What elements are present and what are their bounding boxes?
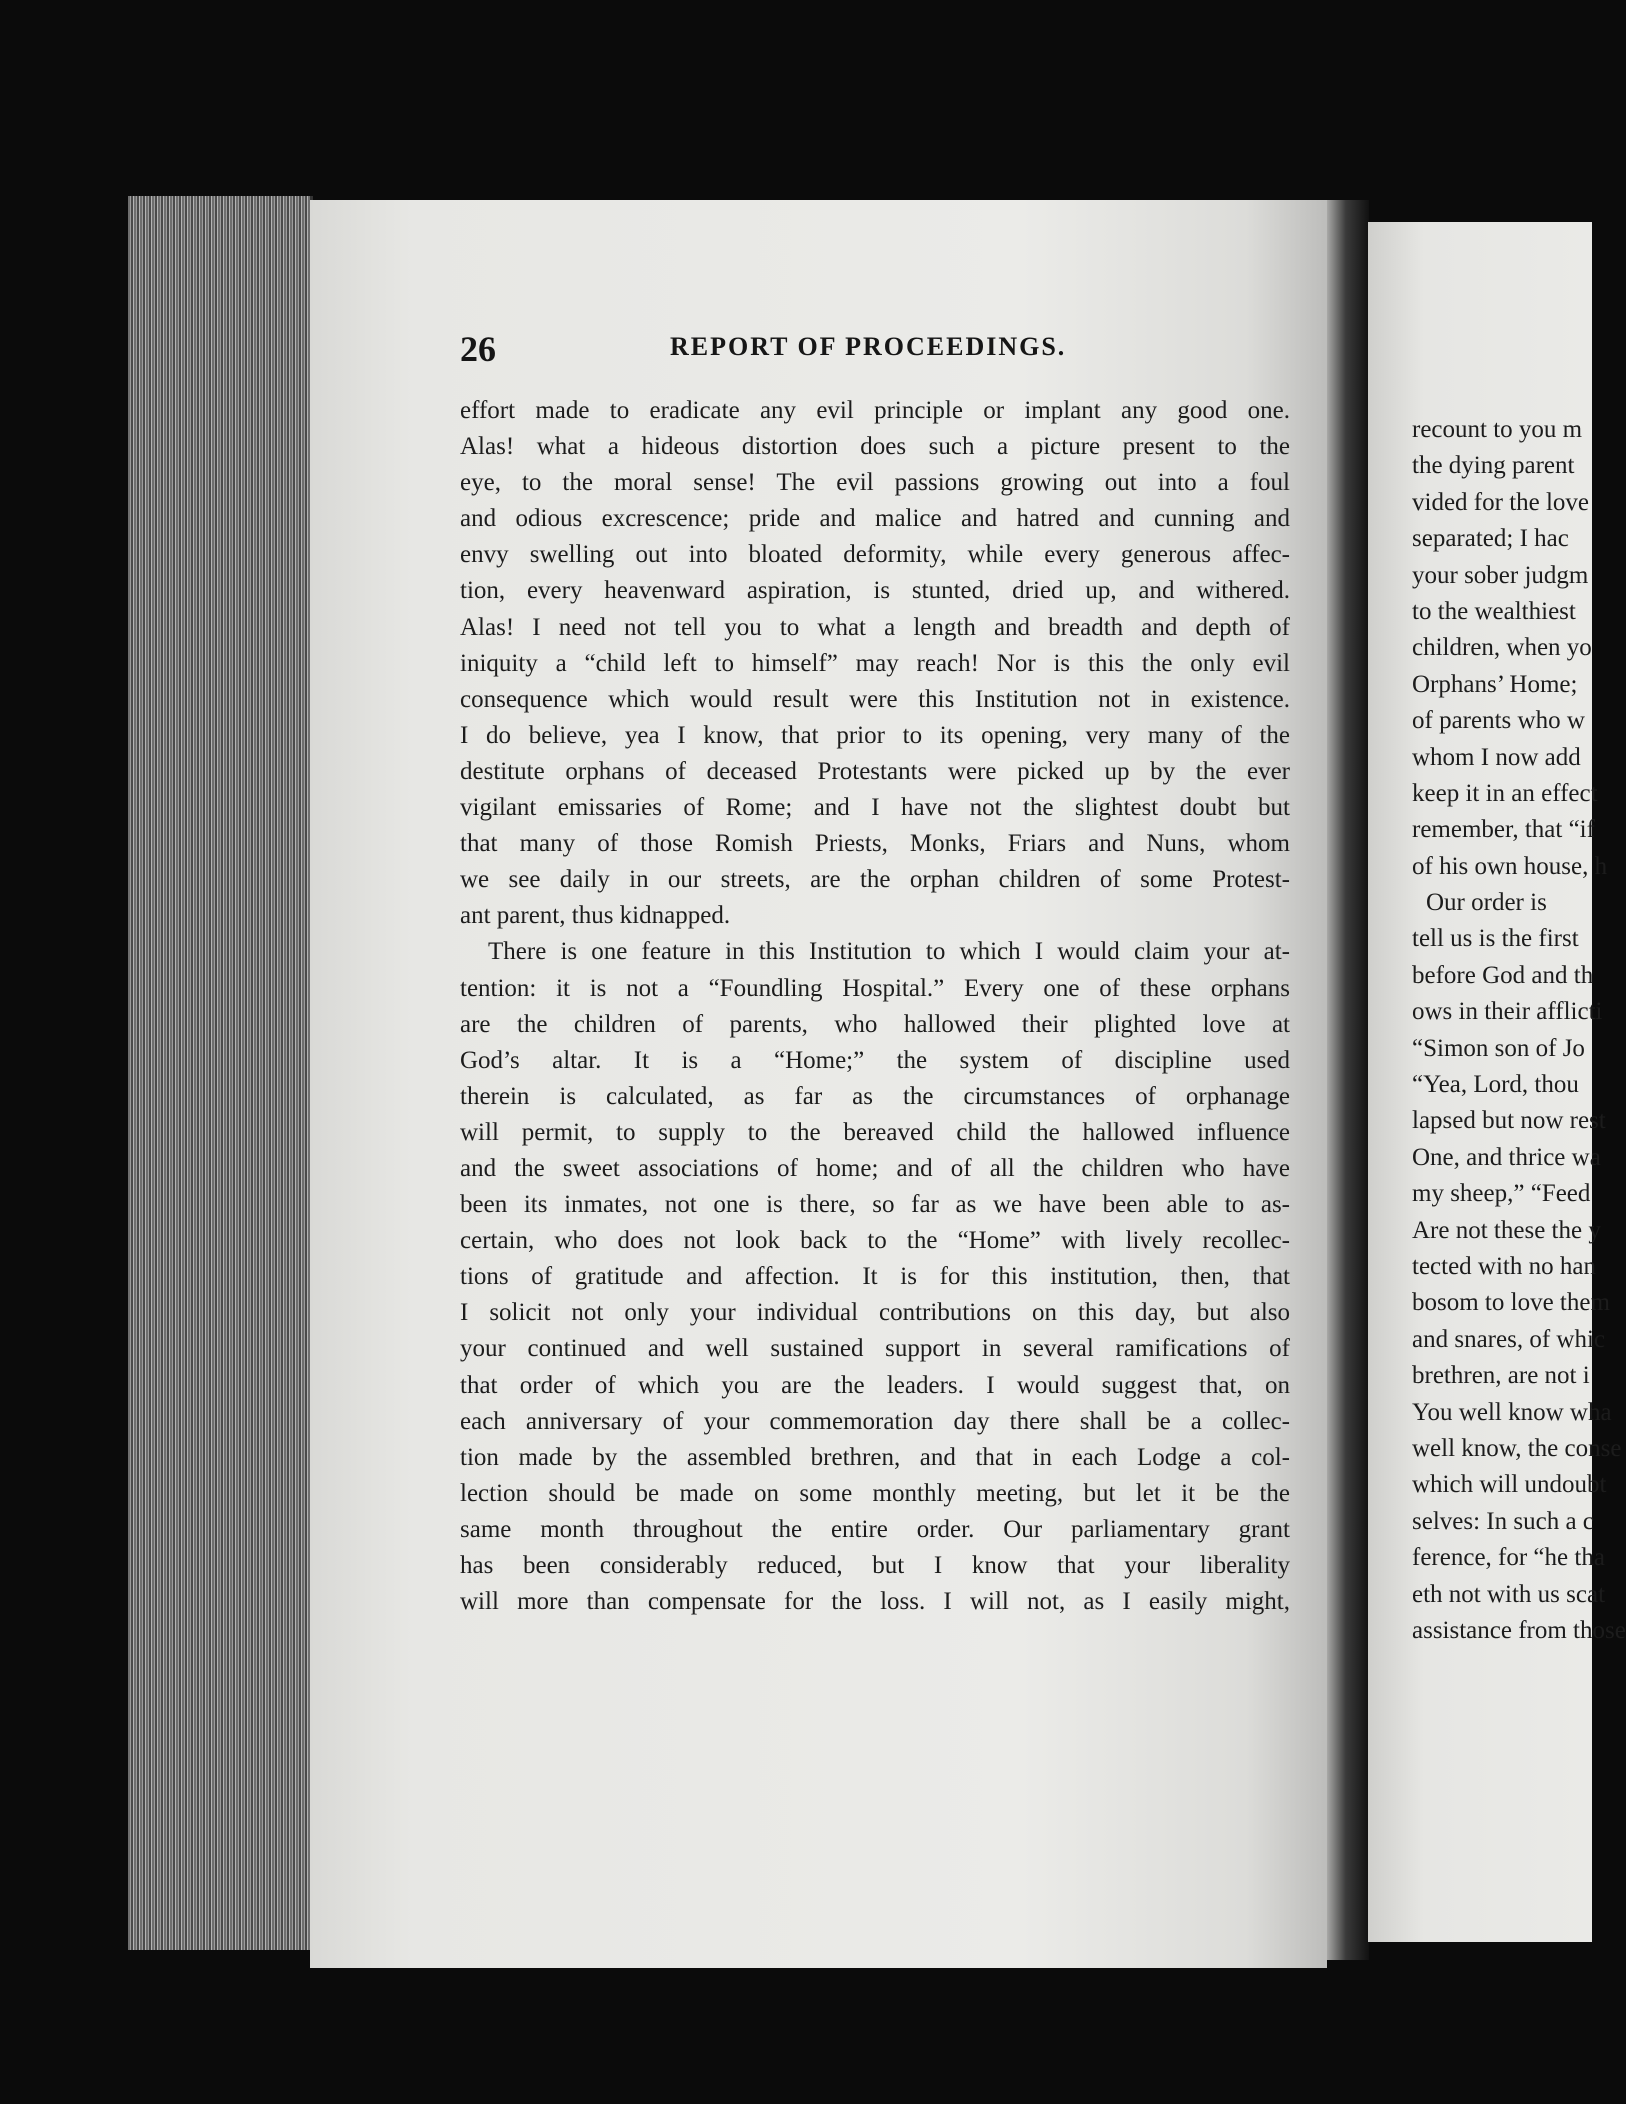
right-text-line: “Simon son of Jo — [1412, 1034, 1585, 1062]
text-line: vigilant emissaries of Rome; and I have not the slightest doubt but — [460, 794, 1290, 822]
right-text-line: well know, the conse — [1412, 1434, 1622, 1462]
right-text-line: “Yea, Lord, thou — [1412, 1071, 1579, 1099]
text-line: ant parent, thus kidnapped. — [460, 902, 731, 930]
text-line: are the children of parents, who hallowed their plighted love at — [460, 1010, 1290, 1038]
text-line: envy swelling out into bloated deformity, while every generous affec- — [460, 541, 1290, 569]
right-text-line: recount to you m — [1412, 416, 1583, 443]
text-line: destitute orphans of deceased Protestants were picked up by the ever — [460, 757, 1290, 785]
text-line: and odious excrescence; pride and malice and hatred and cunning and — [460, 505, 1290, 533]
text-line: I do believe, yea I know, that prior to its opening, very many of the — [460, 721, 1290, 749]
text-line: and the sweet associations of home; and of all the children who have — [460, 1154, 1290, 1182]
text-line: eye, to the moral sense! The evil passions growing out into a foul — [460, 469, 1290, 497]
right-text-line: ows in their afflicti — [1412, 998, 1603, 1026]
text-line: each anniversary of your commemoration day there shall be a collec- — [460, 1407, 1290, 1435]
running-head: REPORT OF PROCEEDINGS. — [670, 332, 1067, 361]
text-line: There is one feature in this Institution to which I would claim your at- — [488, 938, 1290, 966]
book-fore-edge — [128, 196, 313, 1950]
text-line: effort made to eradicate any evil principle or implant any good one. — [460, 397, 1290, 424]
text-line: will more than compensate for the loss. I will not, as I easily might, — [460, 1588, 1290, 1616]
page-number: 26 — [460, 329, 496, 369]
text-line: will permit, to supply to the bereaved child the hallowed influence — [460, 1118, 1290, 1146]
right-text-line: my sheep,” “Feed — [1412, 1180, 1591, 1208]
text-line: lection should be made on some monthly meeting, but let it be the — [460, 1479, 1290, 1507]
right-page-body-text — [1412, 412, 1626, 1649]
right-text-line: your sober judgm — [1412, 561, 1589, 589]
text-line: that order of which you are the leaders. I would suggest that, on — [460, 1371, 1290, 1399]
right-text-line: vided for the love — [1412, 488, 1590, 516]
right-text-line: You well know wha — [1412, 1398, 1612, 1426]
right-text-line: tell us is the first — [1412, 925, 1579, 953]
right-text-line: to the wealthiest — [1412, 597, 1576, 625]
right-page — [1368, 222, 1626, 1942]
right-text-line: One, and thrice wa — [1412, 1143, 1601, 1171]
right-text-line: lapsed but now rest — [1412, 1107, 1606, 1135]
right-text-line: tected with no han — [1412, 1252, 1596, 1280]
right-text-line: before God and th — [1412, 961, 1594, 989]
text-line: I solicit not only your individual contributions on this day, but also — [460, 1299, 1290, 1327]
text-line: God’s altar. It is a “Home;” the system of discipline used — [460, 1046, 1290, 1074]
right-text-line: of parents who w — [1412, 707, 1585, 735]
text-line: Alas! I need not tell you to what a length and breadth and depth of — [460, 613, 1290, 641]
right-text-line: assistance from those — [1412, 1616, 1626, 1644]
right-text-line: bosom to love them — [1412, 1289, 1610, 1317]
text-line: tention: it is not a “Foundling Hospital.” Every one of these orphans — [460, 974, 1290, 1002]
text-line: tion made by the assembled brethren, and that in each Lodge a col- — [460, 1443, 1290, 1471]
text-line: therein is calculated, as far as the circumstances of orphanage — [460, 1082, 1290, 1110]
text-line: been its inmates, not one is there, so far as we have been able to as- — [460, 1191, 1290, 1219]
right-text-line: children, when yo — [1412, 634, 1592, 662]
right-text-line: whom I now add — [1412, 743, 1581, 771]
right-text-line: selves: In such a c — [1412, 1507, 1594, 1535]
right-text-line: the dying parent — [1412, 452, 1575, 480]
right-text-line: Our order is — [1426, 889, 1547, 917]
text-line: tions of gratitude and affection. It is for this institution, then, that — [460, 1263, 1290, 1291]
right-text-line: Orphans’ Home; — [1412, 670, 1578, 698]
text-line: tion, every heavenward aspiration, is stunted, dried up, and withered. — [460, 577, 1290, 605]
book-gutter — [1327, 200, 1369, 1960]
text-line: has been considerably reduced, but I know that your liberality — [460, 1552, 1290, 1579]
left-page-body-text — [460, 393, 1290, 1620]
right-text-line: brethren, are not i — [1412, 1362, 1590, 1390]
text-line: consequence which would result were this Institution not in existence. — [460, 685, 1290, 713]
right-text-line: of his own house, h — [1412, 852, 1608, 880]
text-line: certain, who does not look back to the “Home” with lively recollec- — [460, 1227, 1290, 1255]
right-text-line: and snares, of whic — [1412, 1325, 1605, 1353]
right-text-line: keep it in an effect — [1412, 779, 1598, 807]
text-line: iniquity a “child left to himself” may reach! Nor is this the only evil — [460, 649, 1290, 677]
right-text-line: remember, that “if — [1412, 816, 1595, 844]
left-page — [310, 200, 1327, 1968]
text-line: Alas! what a hideous distortion does such a picture present to the — [460, 433, 1290, 461]
background-strip — [0, 1968, 1592, 2104]
text-line: same month throughout the entire order. Our parliamentary grant — [460, 1515, 1290, 1543]
text-line: that many of those Romish Priests, Monks, Friars and Nuns, whom — [460, 830, 1290, 858]
right-text-line: separated; I hac — [1412, 525, 1569, 553]
right-text-line: which will undoubt — [1412, 1471, 1607, 1499]
right-text-line: Are not these the y — [1412, 1216, 1601, 1244]
text-line: your continued and well sustained support in several ramifications of — [460, 1335, 1290, 1363]
right-text-line: eth not with us scat — [1412, 1580, 1606, 1608]
text-line: we see daily in our streets, are the orphan children of some Protest- — [460, 866, 1290, 894]
right-text-line: ference, for “he tha — [1412, 1544, 1605, 1572]
